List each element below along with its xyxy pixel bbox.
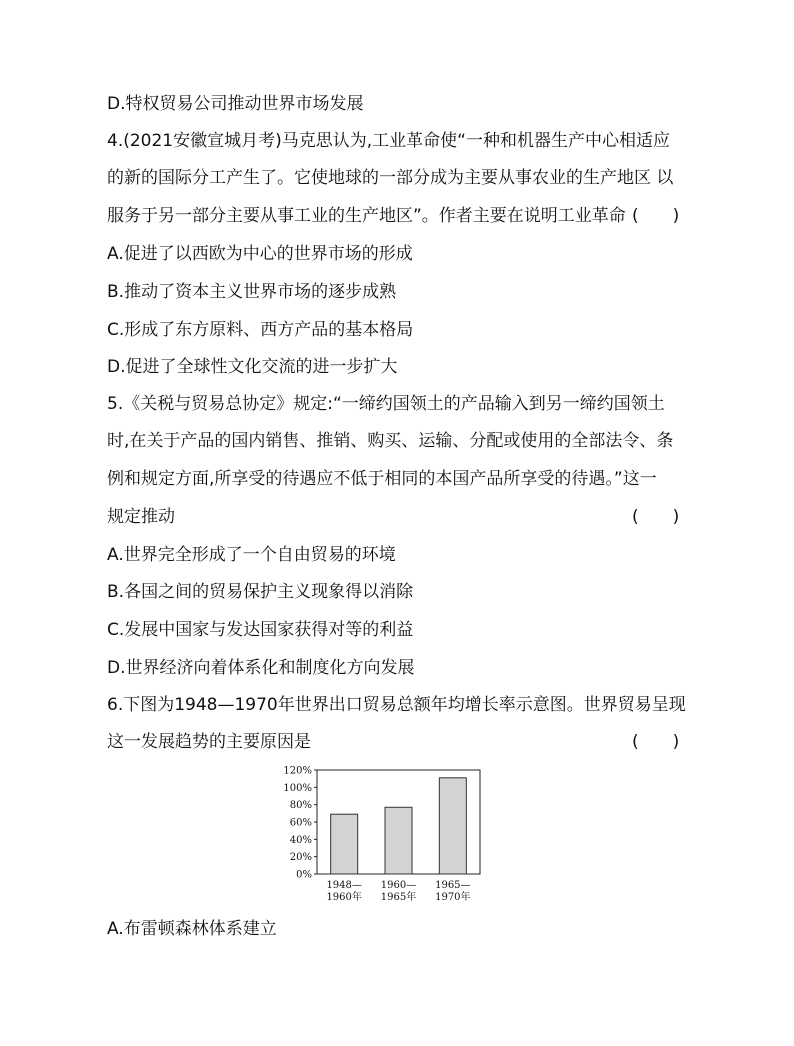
q6-option-a: A.布雷顿森林体系建立 bbox=[107, 919, 277, 939]
q6-stem-line-1: 6.下图为1948—1970年世界出口贸易总额年均增长率示意图。世界贸易呈现 bbox=[107, 695, 686, 715]
y-tick-label: 100% bbox=[283, 782, 312, 794]
x-tick-label: 1960年 bbox=[326, 892, 362, 903]
q4-option-a: A.促进了以西欧为中心的世界市场的形成 bbox=[107, 244, 413, 264]
y-tick-label: 40% bbox=[289, 834, 312, 846]
q6-stem-line-2: 这一发展趋势的主要原因是 bbox=[107, 732, 311, 752]
q5-answer-paren: ( ) bbox=[632, 507, 680, 527]
q5-stem-line-4: 规定推动 bbox=[107, 507, 175, 527]
x-tick-label: 1960— bbox=[380, 880, 417, 891]
q5-stem-line-2: 时,在关于产品的国内销售、推销、购买、运输、分配或使用的全部法令、条 bbox=[107, 431, 674, 451]
q6-answer-paren: ( ) bbox=[632, 732, 680, 752]
q5-option-a: A.世界完全形成了一个自由贸易的环境 bbox=[107, 545, 396, 565]
y-tick-label: 0% bbox=[296, 869, 312, 881]
q4-stem-line-2: 的新的国际分工产生了。它使地球的一部分成为主要从事农业的生产地区 以 bbox=[107, 168, 674, 188]
q4-stem-line-1: 4.(2021安徽宣城月考)马克思认为,工业革命使“一种和机器生产中心相适应 bbox=[107, 131, 670, 151]
y-tick-label: 20% bbox=[289, 852, 312, 864]
q5-option-c: C.发展中国家与发达国家获得对等的利益 bbox=[107, 620, 414, 640]
growth-rate-bar-chart bbox=[270, 760, 510, 905]
q5-option-d: D.世界经济向着体系化和制度化方向发展 bbox=[107, 658, 415, 678]
q4-option-b: B.推动了资本主义世界市场的逐步成熟 bbox=[107, 282, 397, 302]
q4-stem-line-3: 服务于另一部分主要从事工业的生产地区”。作者主要在说明工业革命 bbox=[107, 206, 626, 226]
q4-option-c: C.形成了东方原料、西方产品的基本格局 bbox=[107, 320, 414, 340]
x-tick-label: 1965年 bbox=[380, 892, 417, 903]
x-tick-label: 1948— bbox=[326, 880, 362, 891]
y-tick-label: 60% bbox=[289, 817, 312, 829]
y-tick-label: 120% bbox=[283, 765, 312, 777]
q4-answer-paren: ( ) bbox=[632, 206, 680, 226]
q4-option-d: D.促进了全球性文化交流的进一步扩大 bbox=[107, 357, 398, 377]
q5-stem-line-1: 5.《关税与贸易总协定》规定:“一缔约国领土的产品输入到另一缔约国领土 bbox=[107, 394, 665, 414]
q5-stem-line-3: 例和规定方面,所享受的待遇应不低于相同的本国产品所享受的待遇。”这一 bbox=[107, 469, 657, 489]
x-tick-label: 1970年 bbox=[435, 892, 471, 903]
bar bbox=[331, 814, 358, 874]
bar bbox=[439, 778, 466, 874]
bar bbox=[385, 807, 412, 874]
y-tick-label: 80% bbox=[289, 800, 312, 812]
q5-option-b: B.各国之间的贸易保护主义现象得以消除 bbox=[107, 582, 414, 602]
q3-option-d: D.特权贸易公司推动世界市场发展 bbox=[107, 94, 364, 114]
x-tick-label: 1965— bbox=[435, 880, 471, 891]
